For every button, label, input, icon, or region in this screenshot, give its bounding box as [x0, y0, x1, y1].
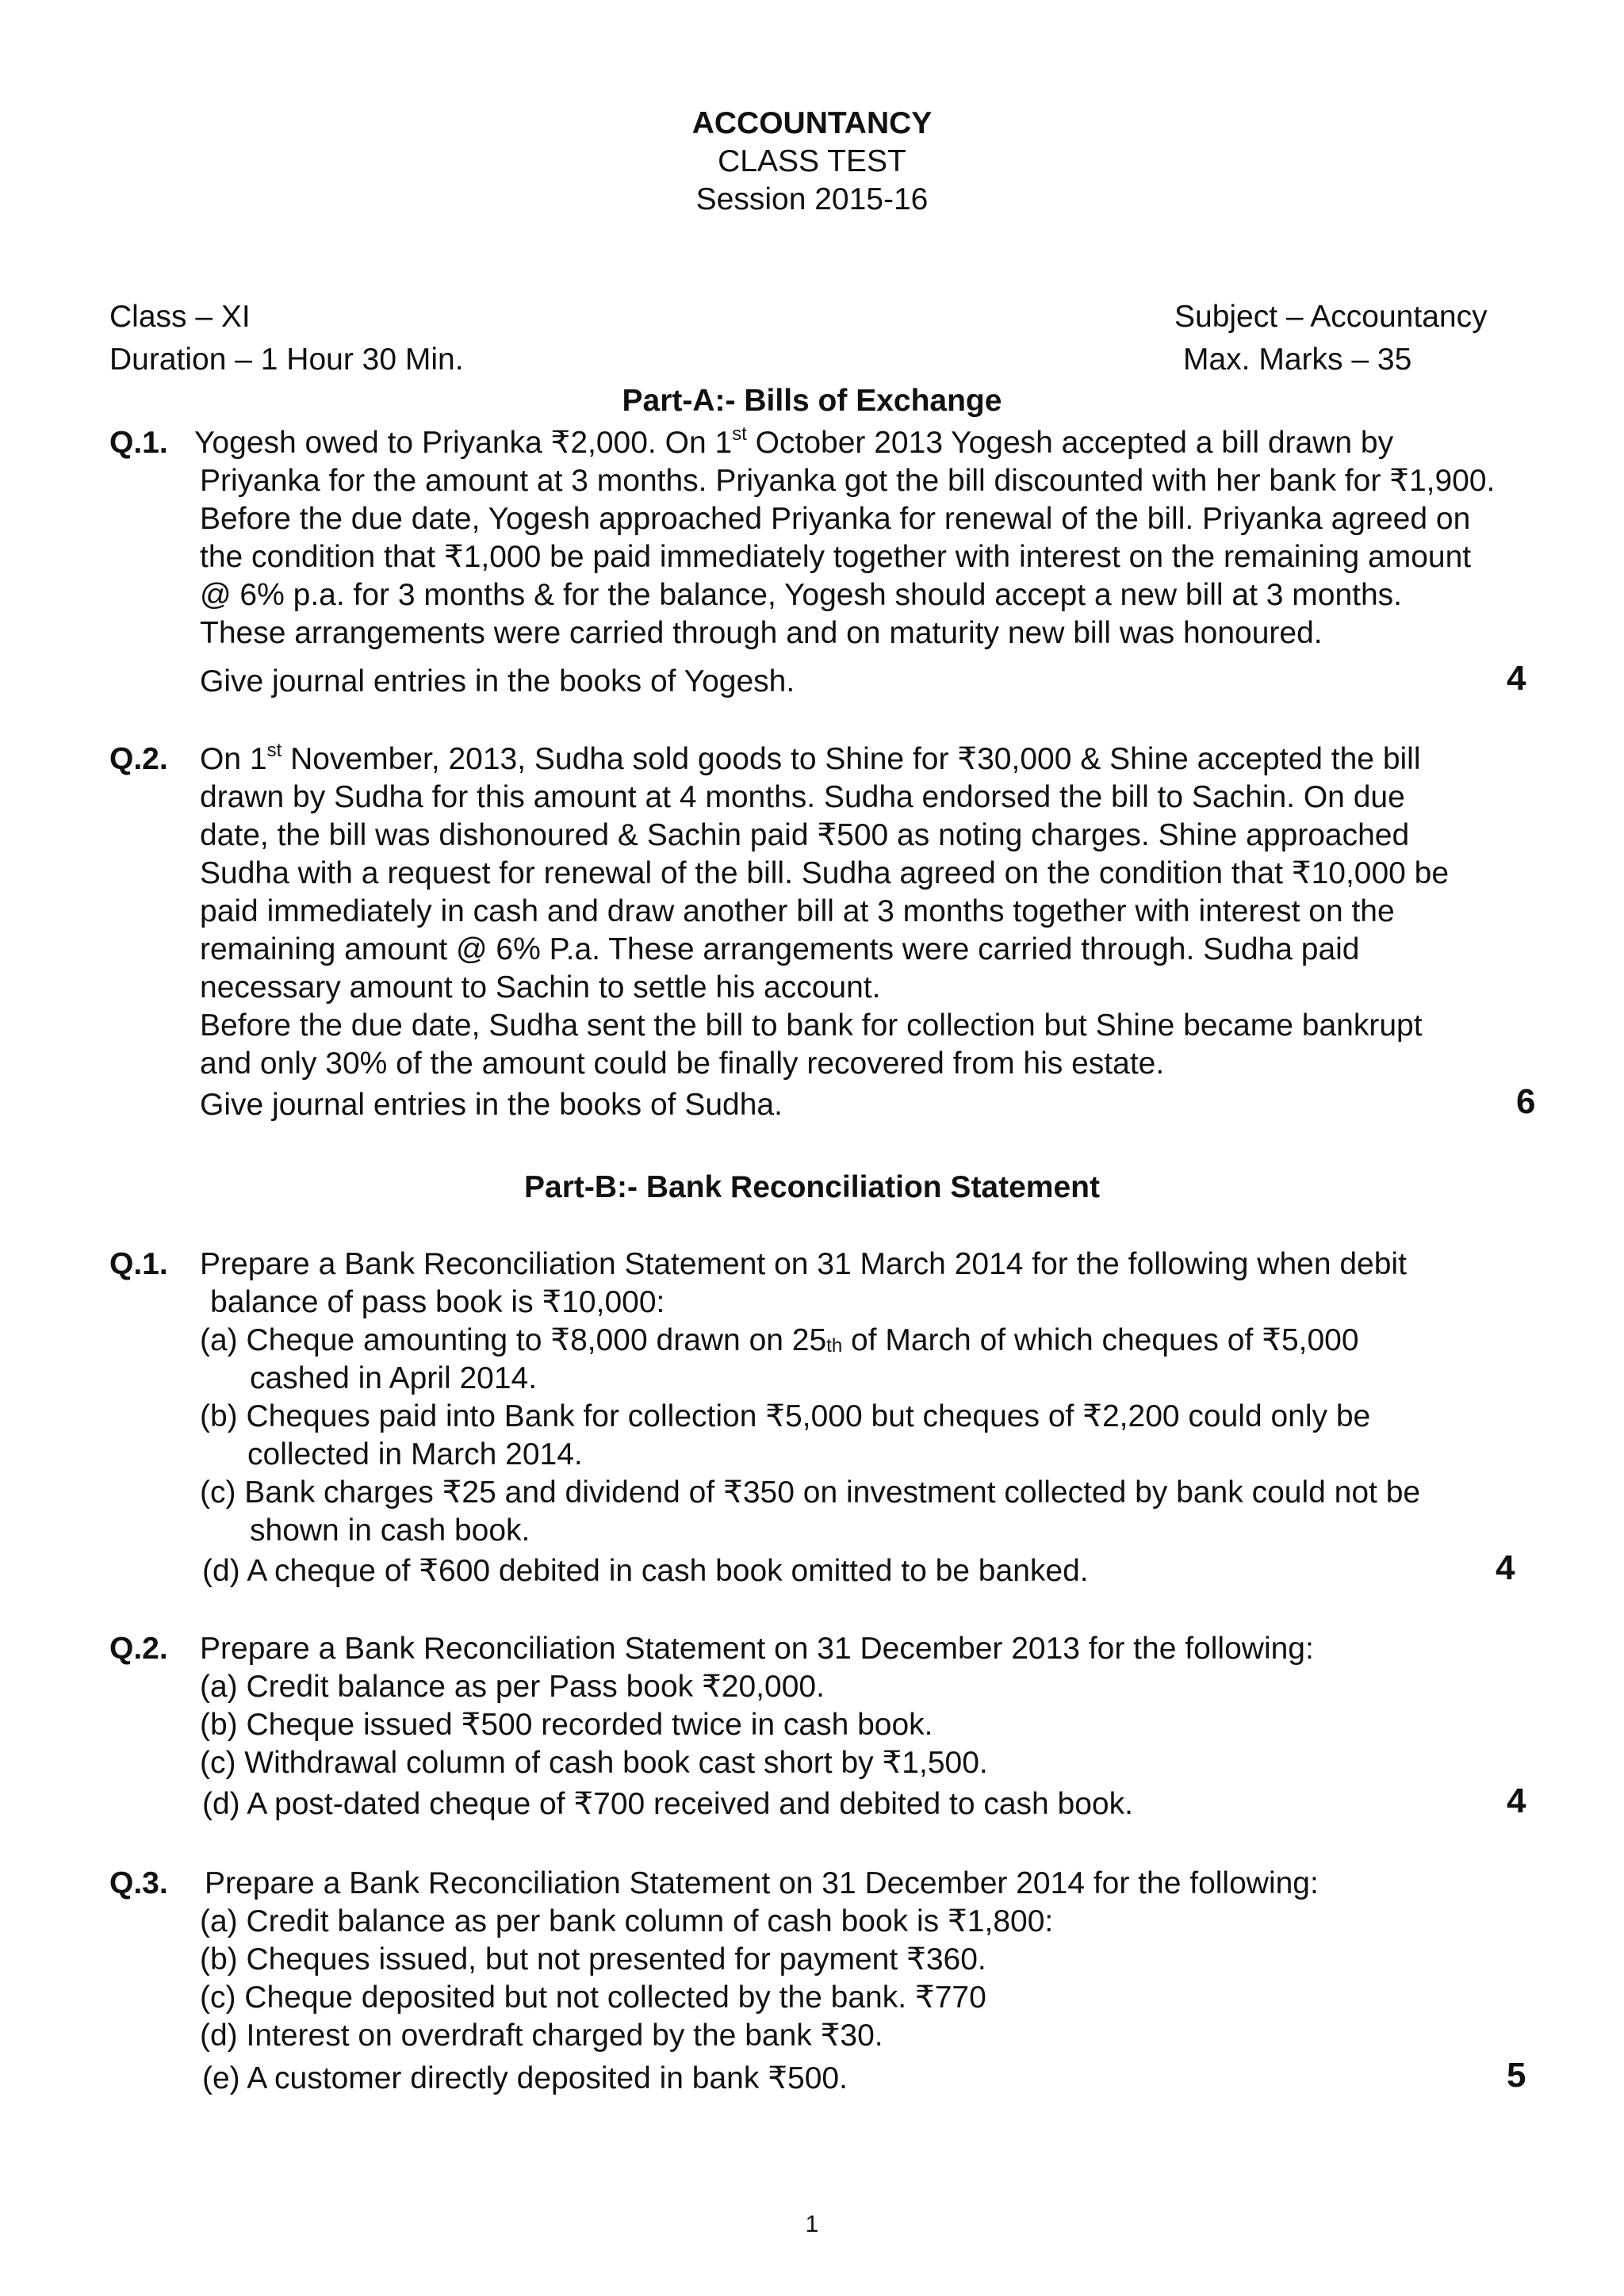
- option-a: (a) Credit balance as per Pass book ₹20,000.: [200, 1670, 825, 1704]
- document-subtitle: CLASS TEST: [718, 144, 906, 178]
- question-line: date, the bill was dishonoured & Sachin paid ₹500 as noting charges. Shine approached: [200, 818, 1410, 852]
- max-marks-label: Max. Marks – 35: [1183, 342, 1412, 377]
- question-line: Prepare a Bank Reconciliation Statement on 31 December 2013 for the following:: [200, 1632, 1314, 1666]
- option-c: (c) Bank charges ₹25 and dividend of ₹350 on investment collected by bank could not be: [200, 1475, 1421, 1510]
- question-line: balance of pass book is ₹10,000:: [210, 1285, 665, 1319]
- question-number: Q.2.: [109, 742, 168, 776]
- question-line: remaining amount @ 6% P.a. These arrangements were carried through. Sudha paid: [200, 932, 1360, 966]
- option-b: (b) Cheques issued, but not presented for payment ₹360.: [200, 1942, 986, 1976]
- question-number: Q.2.: [109, 1632, 168, 1666]
- question-marks: 4: [1496, 1548, 1515, 1587]
- question-line: necessary amount to Sachin to settle his account.: [200, 970, 881, 1004]
- option-d: (d) Interest on overdraft charged by the bank ₹30.: [200, 2019, 883, 2053]
- question-line: paid immediately in cash and draw another bill at 3 months together with interest on the: [200, 894, 1395, 928]
- question-line: Give journal entries in the books of Yogesh.: [200, 664, 795, 698]
- document-title: ACCOUNTANCY: [691, 106, 933, 140]
- option-a-continued: cashed in April 2014.: [250, 1361, 538, 1395]
- subject-label: Subject – Accountancy: [1174, 300, 1488, 334]
- question-number: Q.3.: [109, 1866, 168, 1900]
- question-marks: 6: [1516, 1082, 1536, 1121]
- option-c-continued: shown in cash book.: [250, 1513, 530, 1548]
- question-line: Give journal entries in the books of Sudha.: [200, 1088, 783, 1122]
- question-line: Sudha with a request for renewal of the bill. Sudha agreed on the condition that ₹10,000 be: [200, 856, 1450, 890]
- part-a-heading: Part-A:- Bills of Exchange: [622, 384, 1002, 418]
- session-label: Session 2015-16: [695, 182, 929, 216]
- option-c: (c) Cheque deposited but not collected by the bank. ₹770: [200, 1980, 986, 2015]
- option-b: (b) Cheque issued ₹500 recorded twice in cash book.: [200, 1708, 933, 1742]
- question-line: Priyanka for the amount at 3 months. Priyanka got the bill discounted with her bank for ₹1,900.: [200, 464, 1496, 498]
- question-line: Prepare a Bank Reconciliation Statement on 31 March 2014 for the following when debit: [200, 1247, 1407, 1281]
- option-d: (d) A cheque of ₹600 debited in cash book omitted to be banked.: [202, 1554, 1089, 1588]
- question-line: On 1st November, 2013, Sudha sold goods to Shine for ₹30,000 & Shine accepted the bill: [200, 740, 1421, 776]
- question-line: Before the due date, Yogesh approached Priyanka for renewal of the bill. Priyanka agreed on: [200, 502, 1471, 536]
- question-line: Prepare a Bank Reconciliation Statement on 31 December 2014 for the following:: [205, 1866, 1319, 1900]
- question-marks: 5: [1507, 2056, 1526, 2095]
- question-number: Q.1.: [109, 426, 168, 460]
- question-number: Q.1.: [109, 1247, 168, 1281]
- option-b: (b) Cheques paid into Bank for collection ₹5,000 but cheques of ₹2,200 could only be: [200, 1399, 1371, 1433]
- question-marks: 4: [1507, 1781, 1526, 1820]
- class-label: Class – XI: [109, 300, 251, 334]
- question-line: Yogesh owed to Priyanka ₹2,000. On 1st October 2013 Yogesh accepted a bill drawn by: [194, 423, 1394, 460]
- question-marks: 4: [1507, 659, 1526, 698]
- question-line: drawn by Sudha for this amount at 4 months. Sudha endorsed the bill to Sachin. On due: [200, 780, 1405, 814]
- duration-label: Duration – 1 Hour 30 Min.: [109, 342, 464, 377]
- question-line: Before the due date, Sudha sent the bill to bank for collection but Shine became bankrupt: [200, 1008, 1423, 1043]
- question-line: These arrangements were carried through and on maturity new bill was honoured.: [200, 616, 1323, 650]
- option-e: (e) A customer directly deposited in bank ₹500.: [202, 2061, 848, 2095]
- part-b-heading: Part-B:- Bank Reconciliation Statement: [524, 1170, 1100, 1204]
- option-a: (a) Credit balance as per bank column of cash book is ₹1,800:: [200, 1904, 1054, 1938]
- question-line: the condition that ₹1,000 be paid immediately together with interest on the remaining amount: [200, 540, 1472, 574]
- page-number: 1: [805, 2211, 819, 2237]
- option-d: (d) A post-dated cheque of ₹700 received and debited to cash book.: [202, 1787, 1133, 1821]
- option-b-continued: collected in March 2014.: [247, 1437, 583, 1471]
- option-c: (c) Withdrawal column of cash book cast short by ₹1,500.: [200, 1746, 988, 1780]
- option-a: (a) Cheque amounting to ₹8,000 drawn on $25_{th}$ of March of which cheques of ₹5,000: [200, 1323, 1359, 1357]
- question-line: @ 6% p.a. for 3 months & for the balance, Yogesh should accept a new bill at 3 months.: [200, 578, 1403, 612]
- question-line: and only 30% of the amount could be finally recovered from his estate.: [200, 1047, 1165, 1081]
